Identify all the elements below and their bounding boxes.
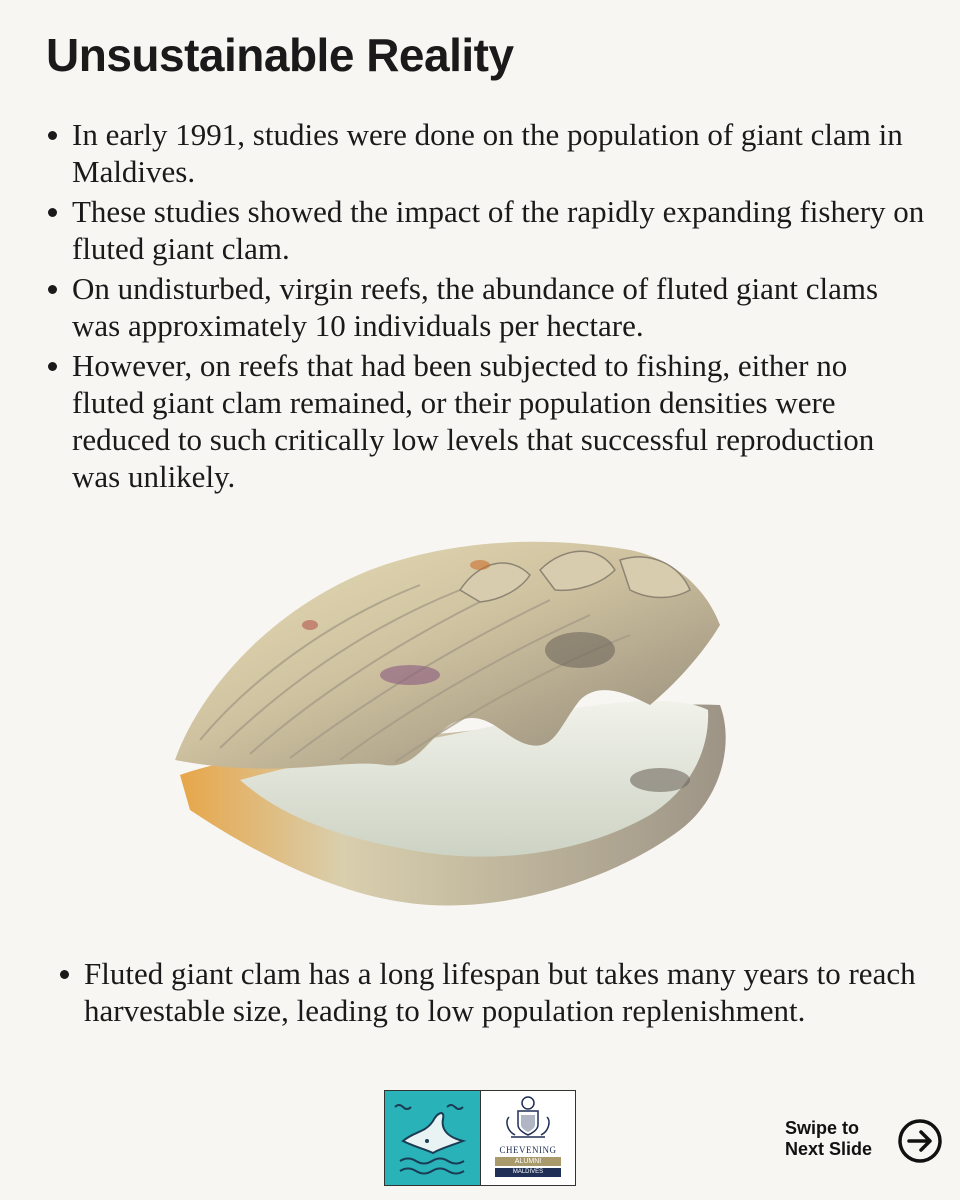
crest-icon [481,1091,575,1143]
chevening-name: CHEVENING [499,1145,557,1155]
list-item: These studies showed the impact of the rapidly expanding fishery on fluted giant clam. [46,193,926,267]
swipe-label [785,1118,872,1160]
manta-ray-logo [385,1091,481,1185]
bullet-list [46,116,926,498]
list-item: Fluted giant clam has a long lifespan but takes many years to reach harvestable size, leading to low population replenishment. [58,955,938,1029]
swipe-line-1: Swipe to [785,1118,860,1138]
page-title: Unsustainable Reality [46,29,514,81]
giant-clam-image [160,530,740,920]
arrow-right-circle-icon[interactable] [897,1118,943,1164]
partner-logos [384,1090,576,1186]
list-item: In early 1991, studies were done on the population of giant clam in Maldives. [46,116,926,190]
bottom-bullet-list [58,955,938,1032]
swipe-next-slide[interactable] [785,1118,945,1166]
swipe-line-2: Next Slide [785,1139,873,1159]
chevening-country-label: MALDIVES [495,1168,561,1177]
chevening-alumni-logo [481,1091,575,1185]
list-item: However, on reefs that had been subjected to fishing, either no fluted giant clam remained, or their population densities were reduced to such critically low levels that successful reproduction was unlikely. [46,347,926,495]
chevening-alumni-label: ALUMNI [495,1157,561,1166]
list-item: On undisturbed, virgin reefs, the abundance of fluted giant clams was approximately 10 individuals per hectare. [46,270,926,344]
